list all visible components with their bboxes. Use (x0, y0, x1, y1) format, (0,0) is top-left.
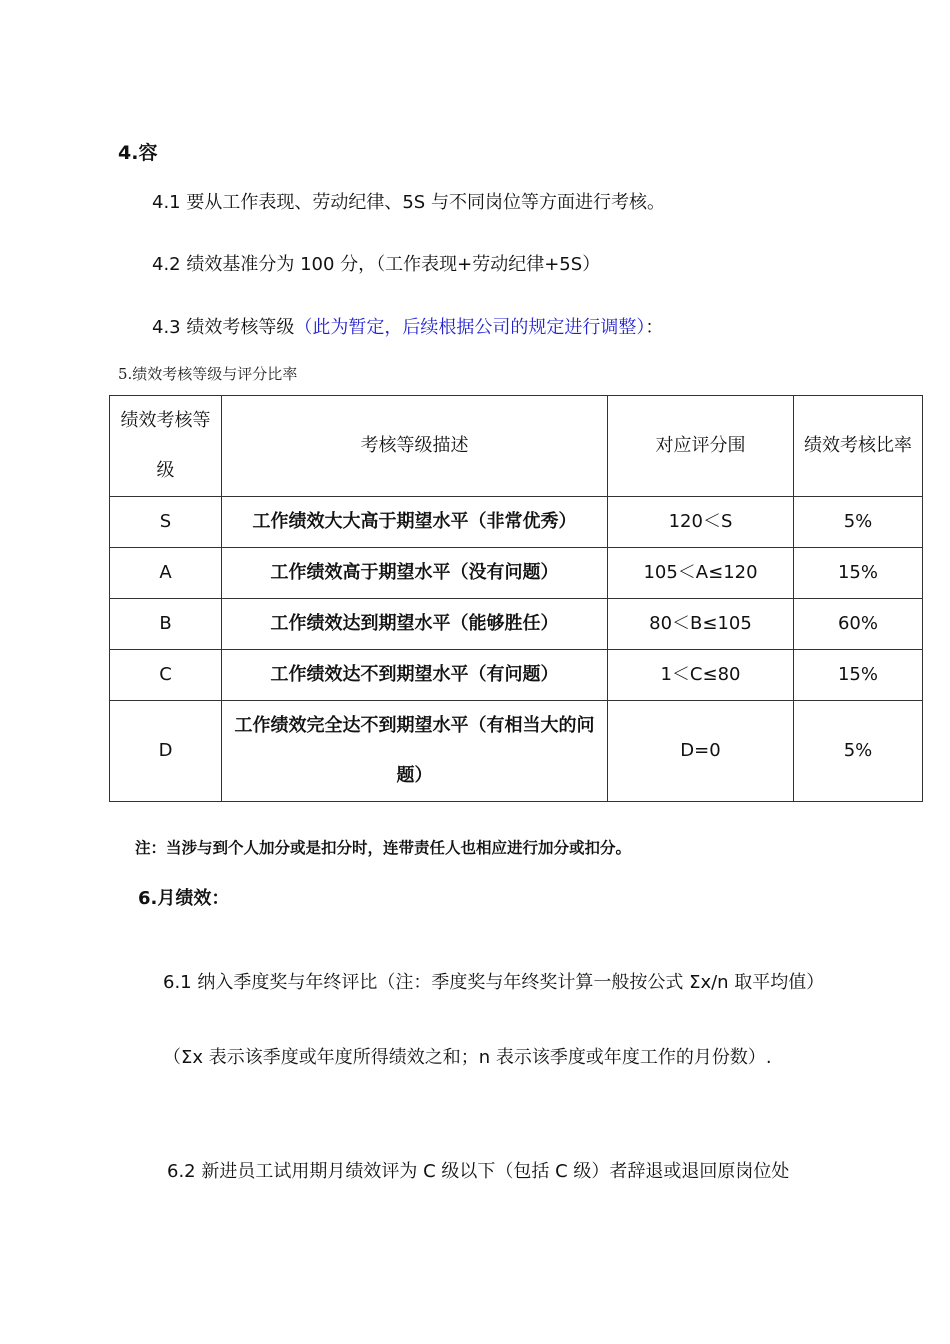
score-range-cell: D=0 (608, 701, 794, 802)
header-grade: 绩效考核等级 (110, 396, 222, 497)
item-4-2: 4.2 绩效基准分为 100 分，（工作表现+劳动纪律+5S） (152, 254, 601, 275)
ratio-cell: 15% (794, 548, 923, 599)
table-caption: 5.绩效考核等级与评分比率 (118, 365, 298, 383)
item-4-3-suffix: ： (645, 317, 664, 338)
description-cell: 工作绩效达到期望水平（能够胜任） (222, 599, 608, 650)
header-description: 考核等级描述 (222, 396, 608, 497)
grade-table (109, 395, 923, 802)
section-4-heading: 4.容 (118, 142, 158, 164)
grade-cell: D (110, 701, 222, 802)
ratio-cell: 5% (794, 701, 923, 802)
score-range-cell: 80＜B≤105 (608, 599, 794, 650)
section-6-heading: 6.月绩效： (138, 888, 230, 909)
ratio-cell: 60% (794, 599, 923, 650)
score-range-cell: 1＜C≤80 (608, 650, 794, 701)
description-cell: 工作绩效达不到期望水平（有问题） (222, 650, 608, 701)
table-row (110, 701, 923, 802)
header-score-range: 对应评分围 (608, 396, 794, 497)
grade-cell: S (110, 497, 222, 548)
ratio-cell: 5% (794, 497, 923, 548)
item-4-3-prefix: 4.3 绩效考核等级 (152, 317, 295, 338)
item-4-3 (152, 313, 663, 339)
description-cell: 工作绩效完全达不到期望水平（有相当大的问题） (222, 701, 608, 802)
table-row (110, 548, 923, 599)
header-ratio: 绩效考核比率 (794, 396, 923, 497)
grade-cell: B (110, 599, 222, 650)
table-note: 注：当涉与到个人加分或是扣分时，连带责任人也相应进行加分或扣分。 (135, 839, 632, 857)
grade-cell: C (110, 650, 222, 701)
table-header-row (110, 396, 923, 497)
score-range-cell: 120＜S (608, 497, 794, 548)
item-4-3-note: （此为暂定，后续根据公司的规定进行调整） (294, 317, 646, 338)
item-6-1: 6.1 纳入季度奖与年终评比（注：季度奖与年终奖计算一般按公式 Σx/n 取平均值）（Σx 表示该季度或年度所得绩效之和；n 表示该季度或年度工作的月份数）. (163, 972, 825, 1068)
item-6-2: 6.2 新进员工试用期月绩效评为 C 级以下（包括 C 级）者辞退或退回原岗位处 (167, 1161, 790, 1182)
table-row (110, 650, 923, 701)
table-row (110, 599, 923, 650)
score-range-cell: 105＜A≤120 (608, 548, 794, 599)
grade-cell: A (110, 548, 222, 599)
description-cell: 工作绩效大大高于期望水平（非常优秀） (222, 497, 608, 548)
item-4-1: 4.1 要从工作表现、劳动纪律、5S 与不同岗位等方面进行考核。 (152, 192, 665, 213)
table-row (110, 497, 923, 548)
description-cell: 工作绩效高于期望水平（没有问题） (222, 548, 608, 599)
ratio-cell: 15% (794, 650, 923, 701)
